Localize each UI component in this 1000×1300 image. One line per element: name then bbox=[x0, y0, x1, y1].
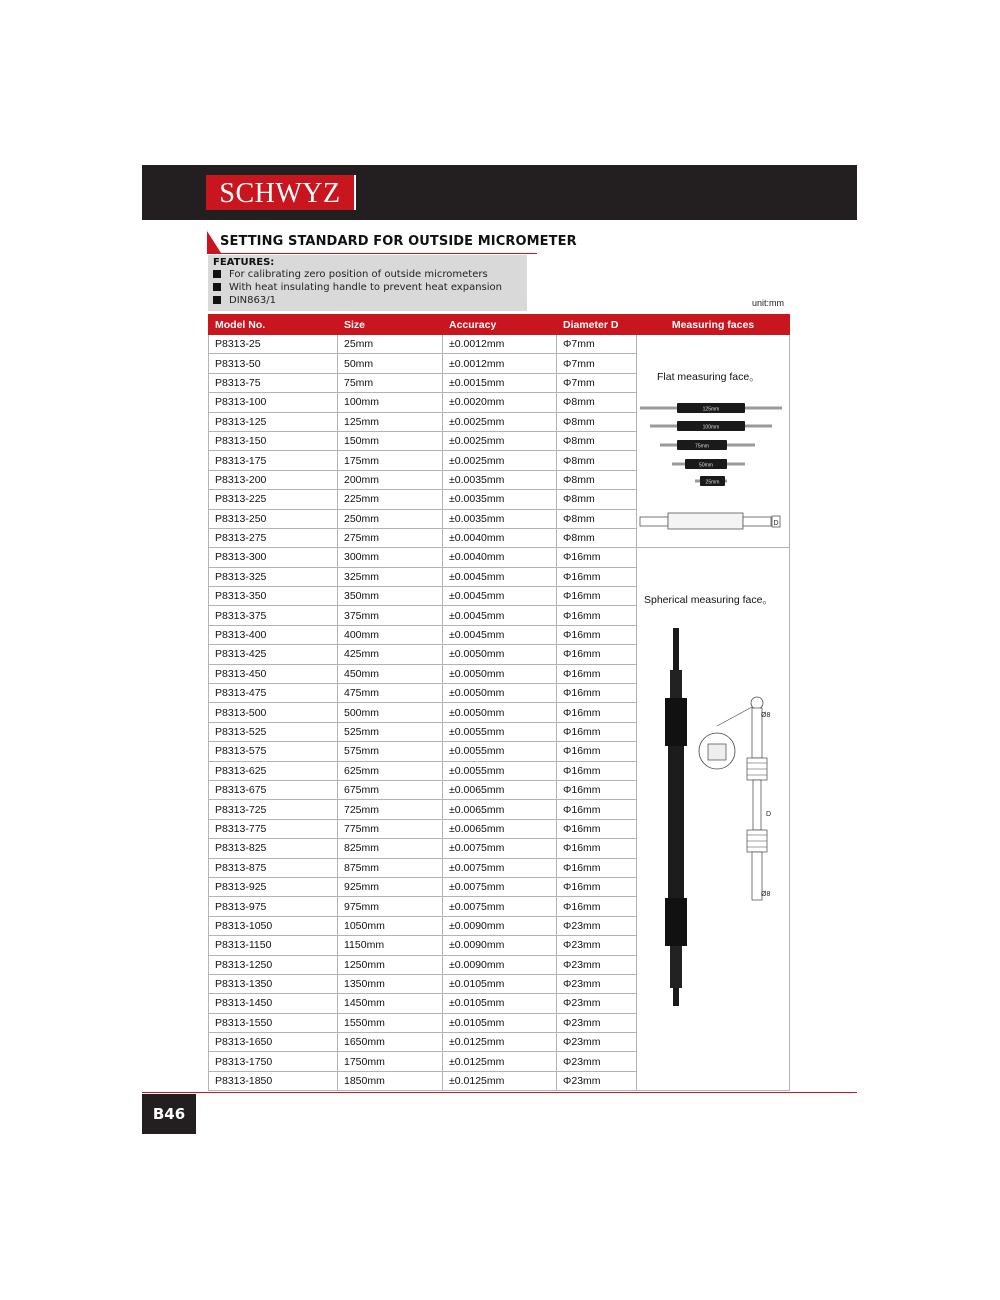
cell-accuracy: ±0.0090mm bbox=[443, 955, 557, 974]
cell-accuracy: ±0.0035mm bbox=[443, 470, 557, 489]
cell-diameter: Φ16mm bbox=[557, 839, 637, 858]
rod-size-label: 125mm bbox=[702, 406, 720, 413]
cell-accuracy: ±0.0105mm bbox=[443, 994, 557, 1013]
footer-rule bbox=[142, 1092, 857, 1093]
cell-size: 625mm bbox=[338, 761, 443, 780]
header-accuracy: Accuracy bbox=[443, 315, 557, 335]
cell-size: 1550mm bbox=[338, 1013, 443, 1032]
cell-size: 1850mm bbox=[338, 1071, 443, 1090]
header-diameter: Diameter D bbox=[557, 315, 637, 335]
rod-size-label: 50mm bbox=[699, 462, 713, 469]
cell-model: P8313-125 bbox=[209, 412, 338, 431]
feature-item: DIN863/1 bbox=[213, 295, 276, 306]
header-measuring-faces: Measuring faces bbox=[637, 315, 790, 335]
cell-size: 425mm bbox=[338, 645, 443, 664]
header-model: Model No. bbox=[209, 315, 338, 335]
cell-diameter: Φ16mm bbox=[557, 625, 637, 644]
flat-setting-rods-photo bbox=[637, 335, 787, 535]
cell-size: 725mm bbox=[338, 800, 443, 819]
cell-model: P8313-225 bbox=[209, 490, 338, 509]
cell-diameter: Φ16mm bbox=[557, 877, 637, 896]
cell-accuracy: ±0.0050mm bbox=[443, 664, 557, 683]
flat-face-label: Flat measuring face。 bbox=[657, 371, 760, 383]
cell-accuracy: ±0.0015mm bbox=[443, 373, 557, 392]
cell-diameter: Φ16mm bbox=[557, 722, 637, 741]
cell-size: 825mm bbox=[338, 839, 443, 858]
cell-diameter: Φ16mm bbox=[557, 780, 637, 799]
cell-accuracy: ±0.0050mm bbox=[443, 703, 557, 722]
cell-model: P8313-1650 bbox=[209, 1033, 338, 1052]
cell-model: P8313-450 bbox=[209, 664, 338, 683]
cell-accuracy: ±0.0020mm bbox=[443, 393, 557, 412]
magnified-end bbox=[708, 744, 726, 760]
cell-model: P8313-275 bbox=[209, 528, 338, 547]
cell-accuracy: ±0.0045mm bbox=[443, 567, 557, 586]
cell-diameter: Φ7mm bbox=[557, 335, 637, 354]
drawing-end-left bbox=[640, 517, 668, 526]
cell-model: P8313-325 bbox=[209, 567, 338, 586]
cell-accuracy: ±0.0075mm bbox=[443, 839, 557, 858]
cell-accuracy: ±0.0040mm bbox=[443, 548, 557, 567]
cell-model: P8313-1850 bbox=[209, 1071, 338, 1090]
cell-size: 100mm bbox=[338, 393, 443, 412]
cell-model: P8313-350 bbox=[209, 587, 338, 606]
leader-line bbox=[717, 707, 752, 726]
cell-size: 775mm bbox=[338, 819, 443, 838]
cell-diameter: Φ23mm bbox=[557, 1013, 637, 1032]
cell-accuracy: ±0.0055mm bbox=[443, 761, 557, 780]
rod-tip-bottom bbox=[673, 988, 679, 1006]
cell-diameter: Φ23mm bbox=[557, 974, 637, 993]
cell-size: 1450mm bbox=[338, 994, 443, 1013]
cell-size: 575mm bbox=[338, 742, 443, 761]
cell-diameter: Φ16mm bbox=[557, 645, 637, 664]
cell-diameter: Φ16mm bbox=[557, 684, 637, 703]
cell-size: 450mm bbox=[338, 664, 443, 683]
cell-model: P8313-1750 bbox=[209, 1052, 338, 1071]
cell-size: 175mm bbox=[338, 451, 443, 470]
spherical-setting-rod-drawing bbox=[637, 548, 787, 1088]
cell-model: P8313-825 bbox=[209, 839, 338, 858]
cell-accuracy: ±0.0125mm bbox=[443, 1052, 557, 1071]
cell-accuracy: ±0.0075mm bbox=[443, 858, 557, 877]
cell-diameter: Φ8mm bbox=[557, 490, 637, 509]
cell-size: 675mm bbox=[338, 780, 443, 799]
cell-size: 975mm bbox=[338, 897, 443, 916]
cell-diameter: Φ16mm bbox=[557, 703, 637, 722]
drawing-end-right bbox=[743, 517, 771, 526]
cell-size: 275mm bbox=[338, 528, 443, 547]
cell-model: P8313-975 bbox=[209, 897, 338, 916]
page-number: B46 bbox=[142, 1094, 196, 1134]
cell-accuracy: ±0.0050mm bbox=[443, 684, 557, 703]
cell-diameter: Φ16mm bbox=[557, 819, 637, 838]
cell-size: 350mm bbox=[338, 587, 443, 606]
cell-size: 1050mm bbox=[338, 916, 443, 935]
cell-diameter: Φ8mm bbox=[557, 412, 637, 431]
cell-model: P8313-1250 bbox=[209, 955, 338, 974]
cell-diameter: Φ7mm bbox=[557, 354, 637, 373]
cell-accuracy: ±0.0065mm bbox=[443, 780, 557, 799]
cell-diameter: Φ23mm bbox=[557, 1071, 637, 1090]
cell-diameter: Φ8mm bbox=[557, 451, 637, 470]
cell-size: 1650mm bbox=[338, 1033, 443, 1052]
rod-neck-top bbox=[670, 670, 682, 700]
cell-accuracy: ±0.0035mm bbox=[443, 509, 557, 528]
dimension-label: Ø8 bbox=[761, 712, 771, 720]
cell-model: P8313-50 bbox=[209, 354, 338, 373]
sphere-detail-circle bbox=[751, 697, 763, 709]
cell-accuracy: ±0.0055mm bbox=[443, 742, 557, 761]
dimension-label: D bbox=[766, 811, 772, 819]
cell-size: 475mm bbox=[338, 684, 443, 703]
cell-size: 375mm bbox=[338, 606, 443, 625]
feature-item: For calibrating zero position of outside micrometers bbox=[213, 269, 488, 280]
spherical-face-label: Spherical measuring face。 bbox=[644, 594, 773, 607]
cell-model: P8313-725 bbox=[209, 800, 338, 819]
cell-diameter: Φ23mm bbox=[557, 955, 637, 974]
cell-accuracy: ±0.0050mm bbox=[443, 645, 557, 664]
cell-diameter: Φ8mm bbox=[557, 470, 637, 489]
cell-accuracy: ±0.0065mm bbox=[443, 800, 557, 819]
cell-accuracy: ±0.0045mm bbox=[443, 625, 557, 644]
cell-diameter: Φ8mm bbox=[557, 509, 637, 528]
cell-model: P8313-100 bbox=[209, 393, 338, 412]
cell-accuracy: ±0.0012mm bbox=[443, 354, 557, 373]
cell-accuracy: ±0.0055mm bbox=[443, 722, 557, 741]
cell-model: P8313-775 bbox=[209, 819, 338, 838]
cell-diameter: Φ23mm bbox=[557, 1033, 637, 1052]
cell-size: 150mm bbox=[338, 431, 443, 450]
cell-size: 525mm bbox=[338, 722, 443, 741]
cell-accuracy: ±0.0105mm bbox=[443, 1013, 557, 1032]
cell-diameter: Φ23mm bbox=[557, 936, 637, 955]
cell-size: 875mm bbox=[338, 858, 443, 877]
cell-model: P8313-425 bbox=[209, 645, 338, 664]
cell-model: P8313-200 bbox=[209, 470, 338, 489]
features-box bbox=[208, 255, 527, 311]
cell-model: P8313-400 bbox=[209, 625, 338, 644]
cell-diameter: Φ8mm bbox=[557, 431, 637, 450]
cell-model: P8313-1350 bbox=[209, 974, 338, 993]
cell-model: P8313-500 bbox=[209, 703, 338, 722]
cell-diameter: Φ8mm bbox=[557, 528, 637, 547]
cell-diameter: Φ23mm bbox=[557, 1052, 637, 1071]
title-underline bbox=[207, 253, 537, 254]
rod-grip-top bbox=[665, 698, 687, 746]
cell-accuracy: ±0.0035mm bbox=[443, 490, 557, 509]
cell-size: 50mm bbox=[338, 354, 443, 373]
cell-model: P8313-375 bbox=[209, 606, 338, 625]
cell-model: P8313-875 bbox=[209, 858, 338, 877]
cell-accuracy: ±0.0125mm bbox=[443, 1071, 557, 1090]
title-marker bbox=[207, 231, 221, 253]
rod-tip-top bbox=[673, 628, 679, 673]
rod-shaft bbox=[668, 746, 684, 898]
cell-model: P8313-575 bbox=[209, 742, 338, 761]
rod-size-label: 25mm bbox=[705, 479, 720, 486]
cell-accuracy: ±0.0040mm bbox=[443, 528, 557, 547]
features-heading: FEATURES: bbox=[213, 257, 275, 268]
cell-diameter: Φ8mm bbox=[557, 393, 637, 412]
cell-size: 1250mm bbox=[338, 955, 443, 974]
cell-accuracy: ±0.0045mm bbox=[443, 587, 557, 606]
cell-accuracy: ±0.0125mm bbox=[443, 1033, 557, 1052]
table-header-row bbox=[209, 315, 790, 335]
page-title: SETTING STANDARD FOR OUTSIDE MICROMETER bbox=[220, 234, 577, 249]
cell-accuracy: ±0.0025mm bbox=[443, 451, 557, 470]
cell-diameter: Φ23mm bbox=[557, 916, 637, 935]
cell-size: 125mm bbox=[338, 412, 443, 431]
cell-accuracy: ±0.0090mm bbox=[443, 916, 557, 935]
cell-model: P8313-925 bbox=[209, 877, 338, 896]
cell-size: 925mm bbox=[338, 877, 443, 896]
rod-grip-bottom bbox=[665, 898, 687, 946]
header-size: Size bbox=[338, 315, 443, 335]
cell-accuracy: ±0.0075mm bbox=[443, 897, 557, 916]
cell-diameter: Φ16mm bbox=[557, 858, 637, 877]
cell-size: 400mm bbox=[338, 625, 443, 644]
cell-model: P8313-300 bbox=[209, 548, 338, 567]
cell-diameter: Φ16mm bbox=[557, 800, 637, 819]
cell-diameter: Φ16mm bbox=[557, 761, 637, 780]
cell-model: P8313-75 bbox=[209, 373, 338, 392]
cell-size: 225mm bbox=[338, 490, 443, 509]
cell-diameter: Φ16mm bbox=[557, 742, 637, 761]
dimension-label: D bbox=[773, 520, 779, 527]
cell-model: P8313-175 bbox=[209, 451, 338, 470]
cell-model: P8313-475 bbox=[209, 684, 338, 703]
cell-diameter: Φ16mm bbox=[557, 664, 637, 683]
rod-size-label: 100mm bbox=[702, 424, 720, 431]
cell-accuracy: ±0.0065mm bbox=[443, 819, 557, 838]
cell-size: 1350mm bbox=[338, 974, 443, 993]
rod-neck-bottom bbox=[670, 946, 682, 988]
cell-diameter: Φ16mm bbox=[557, 548, 637, 567]
drawing-mid-shaft bbox=[753, 780, 761, 830]
cell-size: 25mm bbox=[338, 335, 443, 354]
cell-model: P8313-150 bbox=[209, 431, 338, 450]
cell-model: P8313-1450 bbox=[209, 994, 338, 1013]
drawing-handle bbox=[668, 513, 743, 529]
brand-divider bbox=[354, 175, 356, 210]
cell-model: P8313-25 bbox=[209, 335, 338, 354]
cell-model: P8313-1150 bbox=[209, 936, 338, 955]
cell-accuracy: ±0.0045mm bbox=[443, 606, 557, 625]
brand-logo: SCHWYZ bbox=[206, 175, 354, 210]
cell-size: 250mm bbox=[338, 509, 443, 528]
cell-diameter: Φ16mm bbox=[557, 897, 637, 916]
cell-diameter: Φ16mm bbox=[557, 606, 637, 625]
unit-note: unit:mm bbox=[752, 298, 785, 308]
cell-accuracy: ±0.0025mm bbox=[443, 412, 557, 431]
cell-model: P8313-625 bbox=[209, 761, 338, 780]
cell-model: P8313-525 bbox=[209, 722, 338, 741]
bullet-square-icon bbox=[213, 296, 221, 304]
dimension-label: Ø8 bbox=[761, 891, 771, 899]
cell-size: 325mm bbox=[338, 567, 443, 586]
cell-model: P8313-675 bbox=[209, 780, 338, 799]
cell-model: P8313-1550 bbox=[209, 1013, 338, 1032]
cell-accuracy: ±0.0012mm bbox=[443, 335, 557, 354]
bullet-square-icon bbox=[213, 283, 221, 291]
cell-size: 500mm bbox=[338, 703, 443, 722]
cell-size: 75mm bbox=[338, 373, 443, 392]
cell-size: 1150mm bbox=[338, 936, 443, 955]
cell-accuracy: ±0.0075mm bbox=[443, 877, 557, 896]
cell-model: P8313-1050 bbox=[209, 916, 338, 935]
spec-table bbox=[208, 314, 790, 1091]
cell-accuracy: ±0.0090mm bbox=[443, 936, 557, 955]
cell-diameter: Φ16mm bbox=[557, 567, 637, 586]
cell-diameter: Φ23mm bbox=[557, 994, 637, 1013]
feature-item: With heat insulating handle to prevent heat expansion bbox=[213, 282, 502, 293]
cell-model: P8313-250 bbox=[209, 509, 338, 528]
cell-size: 300mm bbox=[338, 548, 443, 567]
cell-diameter: Φ16mm bbox=[557, 587, 637, 606]
bullet-square-icon bbox=[213, 270, 221, 278]
cell-size: 200mm bbox=[338, 470, 443, 489]
table-row bbox=[209, 335, 790, 354]
cell-accuracy: ±0.0105mm bbox=[443, 974, 557, 993]
rod-size-label: 75mm bbox=[695, 443, 709, 450]
cell-diameter: Φ7mm bbox=[557, 373, 637, 392]
cell-accuracy: ±0.0025mm bbox=[443, 431, 557, 450]
spherical-face-illustration bbox=[637, 548, 790, 1091]
cell-size: 1750mm bbox=[338, 1052, 443, 1071]
table-row bbox=[209, 548, 790, 567]
flat-face-illustration bbox=[637, 335, 790, 548]
